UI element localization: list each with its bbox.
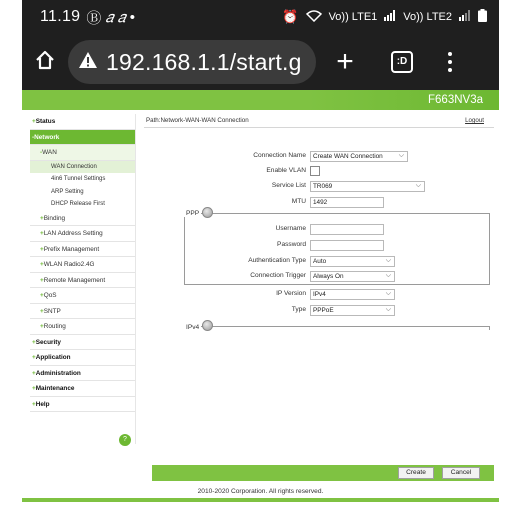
plus-icon: +	[336, 45, 354, 78]
sidebar-item-label: Remote Management	[43, 276, 106, 284]
enable-vlan-row	[144, 166, 494, 178]
signal-icon-2	[459, 10, 471, 24]
sidebar-item-status[interactable]	[30, 114, 135, 130]
expand-icon: +	[40, 307, 44, 315]
connection-trigger-select[interactable]: Always On ⌵	[310, 271, 395, 282]
new-tab-button[interactable]	[316, 34, 374, 90]
ip-version-label: IP Version	[276, 290, 306, 297]
expand-icon: +	[32, 354, 36, 361]
create-button[interactable]: Create	[398, 467, 434, 479]
sidebar-item-maintenance[interactable]	[30, 381, 135, 397]
auth-type-select[interactable]: Auto ⌵	[310, 256, 395, 267]
expand-icon: +	[32, 400, 36, 408]
expand-icon: +	[40, 230, 44, 237]
sidebar-item-4in6-tunnel-settings[interactable]	[30, 173, 135, 186]
action-bar	[152, 465, 494, 481]
sidebar-nav	[30, 114, 136, 444]
sidebar-item-arp-setting[interactable]	[30, 186, 135, 199]
ppp-collapse-toggle[interactable]	[202, 207, 213, 218]
sidebar-item-label: Status	[35, 118, 56, 125]
system-icons	[282, 9, 487, 25]
connection-name-row	[144, 151, 494, 163]
mtu-input[interactable]: 1492	[310, 197, 384, 208]
tab-count: :D	[391, 51, 413, 73]
cancel-button[interactable]: Cancel	[442, 467, 480, 479]
sidebar-item-network[interactable]	[30, 130, 135, 146]
sidebar-item-label: Application	[35, 354, 71, 361]
home-button[interactable]	[22, 34, 68, 90]
enable-vlan-label: Enable VLAN	[266, 167, 306, 174]
sidebar-item-label: WAN Connection	[51, 163, 97, 170]
browser-toolbar	[22, 34, 499, 90]
service-list-label: Service List	[271, 182, 306, 189]
ipv4-collapse-toggle[interactable]	[202, 320, 213, 331]
ipv4-section	[184, 326, 490, 330]
ip-version-select[interactable]: IPv4 ⌵	[310, 289, 395, 300]
sidebar-item-label: DHCP Release First	[51, 201, 105, 207]
sidebar-item-label: Prefix Management	[43, 245, 100, 253]
sidebar-item-help[interactable]	[30, 397, 135, 413]
sidebar-item-label: WLAN Radio2.4G	[43, 261, 95, 268]
signal-icon-1	[384, 10, 396, 24]
main-content	[144, 114, 494, 331]
expand-icon: +	[40, 245, 44, 253]
password-row	[144, 240, 494, 252]
breadcrumb	[144, 114, 494, 128]
sidebar-item-label: Maintenance	[35, 385, 75, 392]
sidebar-item-label: Binding	[43, 214, 66, 222]
url-text[interactable]: 192.168.1.1/start.g	[106, 48, 302, 75]
type-row	[144, 305, 494, 317]
auth-type-label: Authentication Type	[248, 257, 306, 264]
mtu-label: MTU	[291, 198, 306, 205]
password-label: Password	[277, 241, 306, 248]
footer-line	[22, 498, 499, 502]
status-time: 11.19	[40, 8, 81, 25]
expand-icon: +	[32, 118, 36, 125]
expand-icon: +	[40, 292, 44, 299]
collapse-icon: -	[40, 149, 43, 156]
connection-trigger-row	[144, 271, 494, 283]
expand-icon: +	[32, 385, 36, 392]
sidebar-item-sntp[interactable]	[30, 304, 135, 320]
sidebar-item-application[interactable]	[30, 350, 135, 366]
sidebar-item-binding[interactable]	[30, 211, 135, 227]
password-input[interactable]	[310, 240, 384, 251]
android-status-bar	[22, 0, 499, 34]
type-select[interactable]: PPPoE ⌵	[310, 305, 395, 316]
help-icon[interactable]: ?	[119, 434, 131, 446]
dot-icon: •	[129, 8, 135, 26]
sidebar-item-wan-connection[interactable]	[30, 161, 135, 174]
username-label: Username	[275, 225, 306, 232]
sidebar-item-label: 4in6 Tunnel Settings	[51, 176, 106, 182]
expand-icon: +	[40, 214, 44, 222]
connection-name-label: Connection Name	[253, 152, 306, 159]
sidebar-item-routing[interactable]	[30, 319, 135, 335]
logout-link[interactable]: Logout	[465, 117, 484, 124]
not-secure-warning-icon[interactable]	[78, 51, 98, 74]
mtu-row	[144, 197, 494, 209]
router-model: F663NV3a	[428, 94, 483, 106]
expand-icon: +	[40, 261, 44, 268]
wifi-icon	[306, 10, 322, 25]
sidebar-item-label: LAN Address Setting	[43, 230, 103, 237]
sidebar-item-label: Security	[35, 338, 61, 346]
sidebar-item-label: ARP Setting	[51, 188, 84, 195]
sim2-signal-label: Vo)) LTE2	[403, 11, 452, 23]
sidebar-item-label: QoS	[43, 292, 57, 299]
sidebar-item-dhcp-release-first[interactable]	[30, 198, 135, 211]
tab-switcher-button[interactable]	[374, 34, 430, 90]
connection-name-select[interactable]: Create WAN Connection ⌵	[310, 151, 408, 162]
overflow-menu-button[interactable]	[430, 34, 470, 90]
notification-icon-1: 𝑎	[105, 8, 114, 26]
battery-icon	[478, 9, 487, 25]
type-label: Type	[291, 306, 306, 313]
service-list-select[interactable]: TR069 ⌵	[310, 181, 425, 192]
sidebar-item-remote-management[interactable]	[30, 273, 135, 289]
home-icon	[34, 49, 56, 76]
sidebar-item-label: WAN	[42, 149, 57, 156]
expand-icon: +	[40, 323, 44, 330]
sidebar-item-administration[interactable]	[30, 366, 135, 382]
router-header	[22, 90, 499, 110]
ipv4-section-title: IPv4	[186, 324, 200, 331]
username-input[interactable]	[310, 224, 384, 235]
sim1-signal-label: Vo)) LTE1	[328, 11, 378, 23]
sidebar-item-label: Administration	[35, 369, 81, 377]
ppp-section-title: PPP	[186, 210, 200, 217]
auth-type-row	[144, 256, 494, 268]
breadcrumb-path: Path:Network-WAN-WAN Connection	[146, 117, 249, 124]
sidebar-item-label: SNTP	[43, 307, 61, 315]
username-row	[144, 224, 494, 236]
bixby-icon: Ⓑ	[86, 9, 102, 27]
sidebar-item-label: Help	[35, 400, 50, 408]
sidebar-item-qos[interactable]	[30, 288, 135, 304]
copyright-footer: 2010-2020 Corporation. All rights reserved.	[197, 488, 324, 495]
sidebar-item-wan[interactable]	[30, 145, 135, 161]
sidebar-item-label: Routing	[43, 323, 66, 330]
notification-icons	[86, 7, 135, 28]
expand-icon: +	[40, 276, 44, 284]
router-page	[22, 90, 499, 525]
sidebar-item-lan-address-setting[interactable]	[30, 226, 135, 242]
enable-vlan-checkbox[interactable]	[310, 166, 320, 176]
notification-icon-2: 𝑎	[117, 8, 126, 26]
address-bar[interactable]	[68, 40, 316, 84]
collapse-icon: -	[32, 133, 35, 141]
connection-trigger-label: Connection Trigger	[250, 272, 306, 279]
sidebar-item-label: Network	[34, 133, 60, 141]
service-list-row	[144, 181, 494, 193]
alarm-icon: ⏰	[282, 9, 299, 24]
ip-version-row	[144, 289, 494, 301]
sidebar-item-prefix-management[interactable]	[30, 242, 135, 258]
sidebar-item-security[interactable]	[30, 335, 135, 351]
expand-icon: +	[32, 369, 36, 377]
expand-icon: +	[32, 338, 36, 346]
sidebar-item-wlan-radio2-4g[interactable]	[30, 257, 135, 273]
